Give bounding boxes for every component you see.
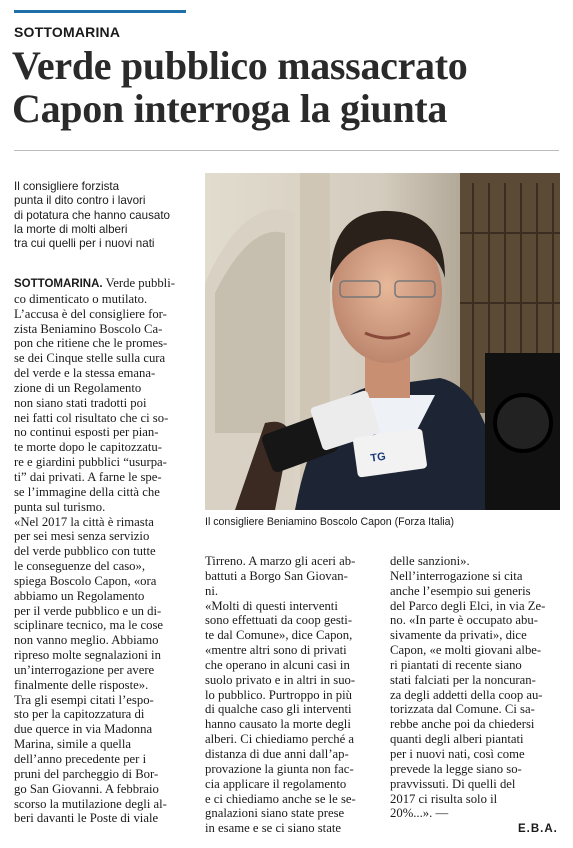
article-line: no. «In parte è occupato abu-: [390, 613, 538, 628]
article-line: del Parco degli Elci, in via Ze-: [390, 598, 546, 613]
article-line: delle sanzioni».: [390, 554, 470, 568]
article-line: zione di un Regolamento: [14, 380, 142, 395]
article-line: ri piantati di recente siano: [390, 657, 522, 672]
article-line: dell’anno precedente per i: [14, 752, 147, 766]
article-line: spiega Boscolo Capon, «ora: [14, 573, 157, 588]
article-line: «mentre altri sono di privati: [205, 643, 347, 658]
summary-line: di potatura che hanno causato: [14, 208, 170, 222]
article-line: re e giardini pubblici “usurpa-: [14, 455, 167, 470]
article-line: co dimenticato o mutilato.: [14, 291, 148, 306]
article-line: abbiamo un Regolamento: [14, 588, 145, 603]
article-line: suolo privato e in altri in suo-: [205, 672, 356, 687]
article-line: battuti a Borgo San Giovan-: [205, 568, 348, 583]
article-line: non siano stati tradotti poi: [14, 395, 147, 410]
article-line: no continui esposti per pian-: [14, 425, 159, 440]
photo-illustration: [205, 173, 560, 510]
article-line: pravvissuti. Di quelli del: [390, 776, 516, 791]
article-line: beri davanti le Poste di viale: [14, 811, 159, 826]
article-line: lo pubblico. Purtroppo in più: [205, 687, 352, 702]
summary-line: Il consigliere forzista: [14, 180, 120, 193]
article-line: finalmente delle risposte».: [14, 677, 149, 692]
article-line: pon che ritiene che le promes-: [14, 336, 168, 351]
article-line: nei fatti col risultato che ci so-: [14, 410, 169, 425]
article-photo: [205, 173, 560, 510]
article-line: di qualche caso gli interventi: [205, 702, 352, 717]
article-line: go San Giovanni. A febbraio: [14, 781, 159, 796]
article-line: per i nuovi nati, così come: [390, 746, 525, 761]
article-line: prevede la legge siano so-: [390, 761, 522, 776]
article-line: le conseguenze del caso»,: [14, 559, 146, 574]
article-line: sciplinare tecnico, ma le cose: [14, 618, 164, 633]
article-line: che operano in alcuni casi in: [205, 657, 350, 672]
article-column-1: [14, 276, 194, 826]
article-line: alberi. Ci chiediamo perché a: [205, 732, 355, 747]
article-line: Tra gli esempi citati l’espo-: [14, 692, 154, 707]
header-divider: [14, 150, 559, 151]
article-line: un’interrogazione per avere: [14, 662, 155, 677]
summary-box: [14, 180, 199, 251]
article-line: e ci chiediamo anche se le se-: [205, 791, 356, 806]
article-line: non vanno meglio. Abbiamo: [14, 633, 159, 648]
article-line: sono effettuati da coop gesti-: [205, 613, 353, 628]
section-kicker: SOTTOMARINA: [14, 24, 121, 40]
headline-line-2: Capon interroga la giunta: [12, 86, 448, 131]
article-line: quanti degli alberi piantati: [390, 732, 524, 747]
article-line: 2017 ci risulta solo il: [390, 791, 498, 806]
article-line: del verde pubblico con tutte: [14, 544, 156, 559]
article-line: punta sul turismo.: [14, 499, 106, 514]
article-line: distanza di due anni dall’ap-: [205, 746, 349, 761]
article-line: te morte dopo le capitozzatu-: [14, 440, 162, 455]
headline: [12, 44, 562, 130]
article-line: Tirreno. A marzo gli aceri ab-: [205, 554, 356, 568]
article-line: Nell’interrogazione si cita: [390, 568, 523, 583]
article-line: zista Beniamino Boscolo Ca-: [14, 321, 163, 336]
article-line: se dei Cinque stelle sulla cura: [14, 351, 166, 366]
dateline: SOTTOMARINA.: [14, 278, 103, 290]
article-line: provazione la giunta non fac-: [205, 761, 354, 776]
article-line: in esame e se ci siano state: [205, 821, 341, 836]
author-signature: E.B.A.: [518, 823, 558, 835]
article-line: sto per la capitozzatura di: [14, 707, 145, 722]
article-line: se l’immagine della città che: [14, 484, 160, 499]
photo-caption: Il consigliere Beniamino Boscolo Capon (Forza Italia): [205, 516, 455, 528]
summary-line: punta il dito contro i lavori: [14, 194, 146, 208]
article-line: 20%...». —: [390, 806, 449, 821]
article-line: stati falciati per la noncuran-: [390, 672, 536, 687]
article-line: ripreso molte segnalazioni in: [14, 648, 161, 663]
article-line: anche l’esempio sui generis: [390, 583, 531, 598]
article-line: «Nel 2017 la città è rimasta: [14, 514, 154, 529]
summary-line: tra cui quelli per i nuovi nati: [14, 237, 155, 251]
article-line: L’accusa è del consigliere for-: [14, 306, 167, 321]
article-line: cia applicare il regolamento: [205, 776, 347, 791]
article-line: torizzata dal Comune. Ci sa-: [390, 702, 535, 717]
article-column-2: [205, 554, 375, 836]
article-line: ni.: [205, 583, 219, 598]
svg-text:TG: TG: [369, 450, 387, 465]
article-line: sivamente da privati», dice: [390, 628, 527, 643]
article-line: rebbe anche poi da chiedersi: [390, 717, 535, 732]
article-line: due querce in via Madonna: [14, 722, 153, 737]
kicker-accent-bar: [14, 10, 186, 13]
article-line: gnalazioni siano state prese: [205, 806, 345, 821]
article-line: Marina, simile a quella: [14, 737, 131, 752]
article-line: scorso la mutilazione degli al-: [14, 796, 167, 811]
article-column-3: [390, 554, 560, 821]
article-line: [14, 276, 194, 292]
headline-line-1: Verde pubblico massacrato: [12, 43, 468, 88]
article-line: per il verde pubblico e un di-: [14, 603, 162, 618]
article-text: Verde pubbli-: [105, 276, 175, 290]
article-line: ti” dai privati. A farne le spe-: [14, 469, 162, 484]
article-line: «Molti di questi interventi: [205, 598, 338, 613]
article-line: hanno causato la morte degli: [205, 717, 351, 732]
article-line: per sei mesi senza servizio: [14, 529, 150, 544]
article-line: Capon, «e molti giovani albe-: [390, 643, 542, 658]
summary-line: la morte di molti alberi: [14, 222, 128, 236]
article-line: del verde e la stessa emana-: [14, 366, 156, 381]
article-line: za degli addetti della coop au-: [390, 687, 543, 702]
article-line: te dal Comune», dice Capon,: [205, 628, 353, 643]
article-line: pruni del parcheggio di Bor-: [14, 766, 159, 781]
